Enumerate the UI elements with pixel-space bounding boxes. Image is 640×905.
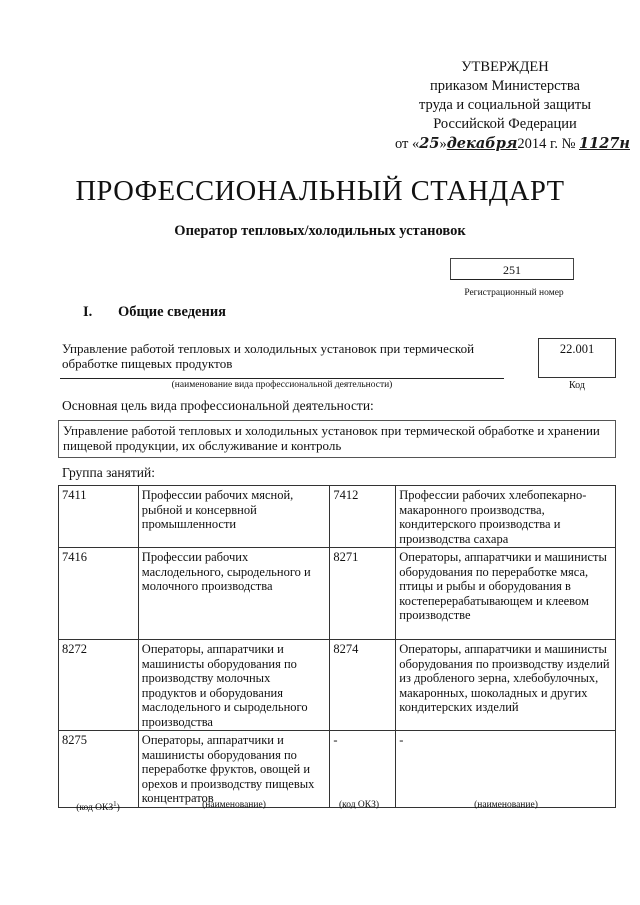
okz-code-cell: - (330, 731, 396, 808)
occupation-name-cell: Операторы, аппаратчики и машинисты оборудования по производству молочных продуктов и оборудования маслодельного и сыродельного производства (138, 640, 330, 731)
approval-date-line (395, 134, 630, 154)
section-number: I. (83, 304, 93, 320)
footnote-mark: 1 (113, 800, 117, 808)
date-year: 2014 г. № (517, 136, 576, 152)
caption-okz-code-1 (58, 800, 138, 813)
approval-heading: УТВЕРЖДЕН (461, 59, 549, 75)
section-title: Общие сведения (118, 304, 227, 320)
document-subtitle: Оператор тепловых/холодильных установок (174, 223, 466, 239)
approval-line-ministry: труда и социальной защиты (419, 97, 591, 113)
caption-text: (код ОКЗ (76, 803, 114, 814)
approval-block (395, 58, 630, 154)
okz-code-cell: 8275 (59, 731, 139, 808)
occupation-group-label: Группа занятий: (62, 465, 155, 480)
occupation-name-cell: Операторы, аппаратчики и машинисты оборудования по переработке фруктов, овощей и орехов и производству пищевых концентратов (138, 731, 330, 808)
okz-code-cell: 7412 (330, 486, 396, 548)
date-prefix: от « (395, 136, 420, 152)
table-row (59, 731, 616, 808)
okz-code-cell: 8272 (59, 640, 139, 731)
activity-code-label: Код (569, 380, 585, 391)
table-row (59, 548, 616, 640)
okz-code-cell: 7411 (59, 486, 139, 548)
occupation-name-cell: Операторы, аппаратчики и машинисты оборудования по производству изделий из дробленого зерна, хлебобулочных, макаронных, шоколадных и других кондитерских изделий (396, 640, 616, 731)
occupation-name-cell: Операторы, аппаратчики и машинисты оборудования по переработке мяса, птицы и рыбы и оборудования в костеперерабатывающем и клеевом производстве (396, 548, 616, 640)
activity-underline (60, 378, 504, 379)
occupation-name-cell: - (396, 731, 616, 808)
okz-code-cell: 8271 (330, 548, 396, 640)
order-number: 1127н (579, 135, 630, 152)
date-month: декабря (446, 135, 518, 152)
activity-name: Управление работой тепловых и холодильных установок при термической обработке пищевых продуктов (62, 341, 475, 371)
table-row (59, 486, 616, 548)
activity-caption: (наименование вида профессиональной деятельности) (171, 380, 393, 390)
occupation-table (58, 485, 616, 808)
registration-number-label: Регистрационный номер (464, 288, 564, 298)
occupation-name-cell: Профессии рабочих маслодельного, сыродельного и молочного производства (138, 548, 330, 640)
date-mid: » (439, 136, 447, 152)
caption-name-1: (наименование) (202, 800, 266, 810)
okz-code-cell: 7416 (59, 548, 139, 640)
okz-code-cell: 8274 (330, 640, 396, 731)
table-row (59, 640, 616, 731)
caption-okz-code-2: (код ОКЗ) (338, 800, 380, 810)
approval-line-country: Российской Федерации (433, 116, 577, 132)
approval-line-order: приказом Министерства (430, 78, 580, 94)
caption-close: ) (116, 803, 120, 814)
document-title: ПРОФЕССИОНАЛЬНЫЙ СТАНДАРТ (75, 176, 565, 207)
occupation-name-cell: Профессии рабочих хлебопекарно-макаронного производства, кондитерского производства и производства сахара (396, 486, 616, 548)
goal-label: Основная цель вида профессиональной деятельности: (62, 398, 374, 413)
goal-text-box: Управление работой тепловых и холодильных установок при термической обработке и хранении пищевой продукции, их обслуживание и контроль (58, 420, 616, 458)
activity-code-box: 22.001 (538, 338, 616, 378)
occupation-name-cell: Профессии рабочих мясной, рыбной и консервной промышленности (138, 486, 330, 548)
date-day: 25 (419, 135, 440, 152)
caption-name-2: (наименование) (474, 800, 538, 810)
registration-number-box: 251 (450, 258, 574, 280)
